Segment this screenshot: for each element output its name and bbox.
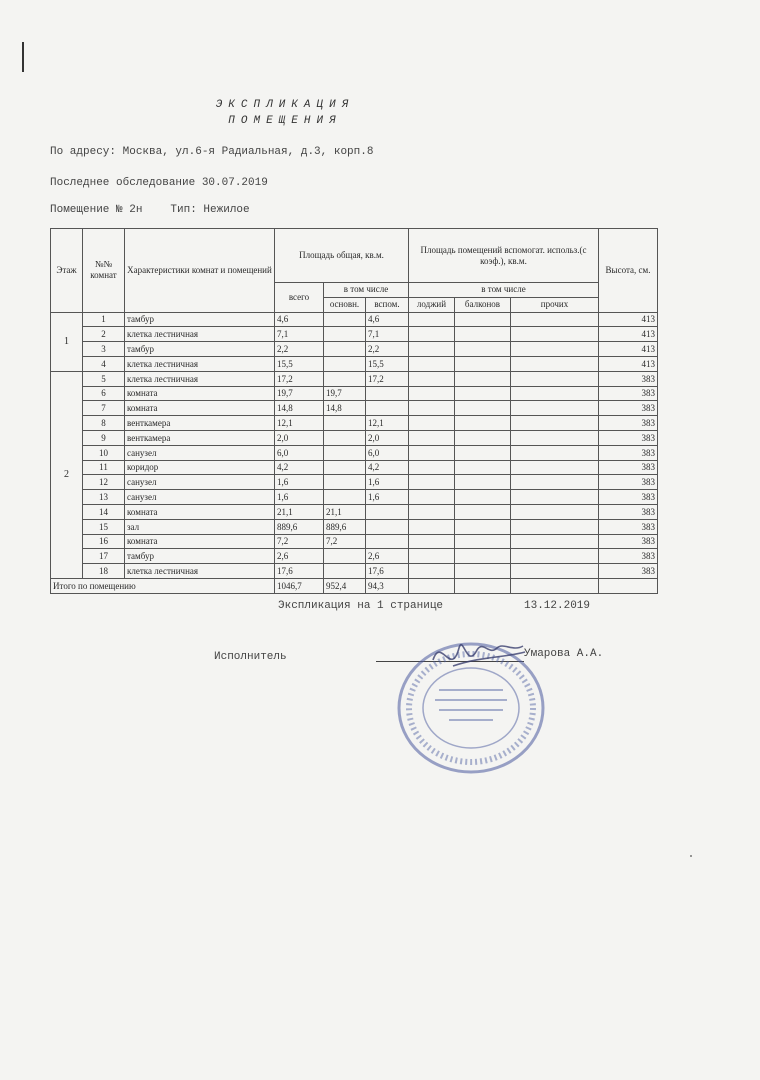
room-name-cell: клетка лестничная — [125, 371, 275, 386]
area-aux-cell: 6,0 — [366, 445, 409, 460]
other-cell — [511, 401, 599, 416]
totals-other — [511, 578, 599, 593]
premise-number: Помещение № 2н — [50, 204, 143, 216]
room-number-cell: 15 — [83, 519, 125, 534]
area-total-cell: 1,6 — [275, 490, 324, 505]
area-main-cell — [324, 475, 366, 490]
balconies-cell — [455, 371, 511, 386]
totals-aux: 94,3 — [366, 578, 409, 593]
other-cell — [511, 549, 599, 564]
loggia-cell — [409, 490, 455, 505]
stamp-outer-ring — [399, 644, 543, 772]
margin-mark — [22, 42, 24, 72]
area-total-cell: 2,0 — [275, 430, 324, 445]
table-row — [51, 504, 658, 519]
loggia-cell — [409, 401, 455, 416]
room-name-cell: тамбур — [125, 312, 275, 327]
room-number-cell: 13 — [83, 490, 125, 505]
room-name-cell: комната — [125, 401, 275, 416]
header-incl: в том числе — [324, 283, 409, 298]
table-row — [51, 534, 658, 549]
other-cell — [511, 475, 599, 490]
height-cell: 383 — [599, 401, 658, 416]
area-total-cell: 4,2 — [275, 460, 324, 475]
area-aux-cell: 17,6 — [366, 564, 409, 579]
header-area-aux: Площадь помещений вспомогат. использ.(с коэф.), кв.м. — [409, 229, 599, 283]
area-total-cell: 6,0 — [275, 445, 324, 460]
issue-date: 13.12.2019 — [524, 600, 591, 612]
inspection-line: Последнее обследование 30.07.2019 — [50, 177, 268, 189]
area-total-cell: 2,6 — [275, 549, 324, 564]
header-area-total: Площадь общая, кв.м. — [275, 229, 409, 283]
room-name-cell: клетка лестничная — [125, 356, 275, 371]
height-cell: 383 — [599, 549, 658, 564]
other-cell — [511, 386, 599, 401]
area-total-cell: 2,2 — [275, 342, 324, 357]
height-cell: 383 — [599, 460, 658, 475]
other-cell — [511, 416, 599, 431]
balconies-cell — [455, 312, 511, 327]
room-number-cell: 18 — [83, 564, 125, 579]
loggia-cell — [409, 356, 455, 371]
area-aux-cell: 2,0 — [366, 430, 409, 445]
header-loggia: лоджий — [409, 297, 455, 312]
area-aux-cell: 15,5 — [366, 356, 409, 371]
loggia-cell — [409, 564, 455, 579]
height-cell: 383 — [599, 519, 658, 534]
header-room-no: №№ комнат — [83, 229, 125, 313]
area-total-cell: 889,6 — [275, 519, 324, 534]
height-cell: 413 — [599, 327, 658, 342]
balconies-cell — [455, 356, 511, 371]
address-line: По адресу: Москва, ул.6-я Радиальная, д.3, корп.8 — [50, 146, 374, 158]
height-cell: 413 — [599, 342, 658, 357]
area-main-cell — [324, 416, 366, 431]
area-total-cell: 15,5 — [275, 356, 324, 371]
room-number-cell: 6 — [83, 386, 125, 401]
table-row — [51, 401, 658, 416]
table-row — [51, 475, 658, 490]
header-main: основн. — [324, 297, 366, 312]
area-aux-cell: 2,6 — [366, 549, 409, 564]
table-row — [51, 430, 658, 445]
area-aux-cell: 12,1 — [366, 416, 409, 431]
room-name-cell: тамбур — [125, 342, 275, 357]
table-row — [51, 564, 658, 579]
room-name-cell: санузел — [125, 490, 275, 505]
table-row — [51, 371, 658, 386]
stamp-text-ring — [409, 654, 533, 762]
loggia-cell — [409, 371, 455, 386]
area-aux-cell: 4,2 — [366, 460, 409, 475]
table-row — [51, 460, 658, 475]
height-cell: 383 — [599, 504, 658, 519]
room-number-cell: 7 — [83, 401, 125, 416]
loggia-cell — [409, 519, 455, 534]
table-body — [51, 312, 658, 578]
table-row — [51, 356, 658, 371]
balconies-cell — [455, 445, 511, 460]
speck — [690, 855, 692, 857]
height-cell: 383 — [599, 564, 658, 579]
height-cell: 413 — [599, 356, 658, 371]
area-aux-cell — [366, 534, 409, 549]
header-incl-aux: в том числе — [409, 283, 599, 298]
area-total-cell: 17,2 — [275, 371, 324, 386]
other-cell — [511, 534, 599, 549]
room-name-cell: санузел — [125, 475, 275, 490]
premise-type: Тип: Нежилое — [170, 204, 250, 216]
header-total: всего — [275, 283, 324, 313]
area-total-cell: 19,7 — [275, 386, 324, 401]
height-cell: 383 — [599, 430, 658, 445]
area-main-cell: 14,8 — [324, 401, 366, 416]
room-name-cell: санузел — [125, 445, 275, 460]
area-main-cell — [324, 342, 366, 357]
totals-total: 1046,7 — [275, 578, 324, 593]
table-row — [51, 342, 658, 357]
table-row — [51, 445, 658, 460]
loggia-cell — [409, 460, 455, 475]
other-cell — [511, 342, 599, 357]
room-number-cell: 17 — [83, 549, 125, 564]
area-total-cell: 7,2 — [275, 534, 324, 549]
pages-note: Экспликация на 1 странице — [278, 600, 444, 612]
room-number-cell: 8 — [83, 416, 125, 431]
other-cell — [511, 356, 599, 371]
header-floor: Этаж — [51, 229, 83, 313]
height-cell: 383 — [599, 386, 658, 401]
area-aux-cell — [366, 386, 409, 401]
balconies-cell — [455, 342, 511, 357]
totals-main: 952,4 — [324, 578, 366, 593]
executor-label: Исполнитель — [214, 651, 287, 663]
floor-cell: 2 — [51, 371, 83, 578]
area-total-cell: 14,8 — [275, 401, 324, 416]
balconies-cell — [455, 504, 511, 519]
signer-name: Умарова А.А. — [524, 648, 604, 660]
other-cell — [511, 519, 599, 534]
totals-row — [51, 578, 658, 593]
header-height: Высота, см. — [599, 229, 658, 313]
balconies-cell — [455, 564, 511, 579]
room-name-cell: комната — [125, 534, 275, 549]
header-auxiliary: вспом. — [366, 297, 409, 312]
other-cell — [511, 371, 599, 386]
header-balconies: балконов — [455, 297, 511, 312]
area-aux-cell: 1,6 — [366, 475, 409, 490]
area-main-cell — [324, 549, 366, 564]
totals-height — [599, 578, 658, 593]
area-total-cell: 17,6 — [275, 564, 324, 579]
balconies-cell — [455, 430, 511, 445]
balconies-cell — [455, 460, 511, 475]
room-number-cell: 5 — [83, 371, 125, 386]
area-total-cell: 21,1 — [275, 504, 324, 519]
other-cell — [511, 504, 599, 519]
room-number-cell: 9 — [83, 430, 125, 445]
header-characteristics: Характеристики комнат и помещений — [125, 229, 275, 313]
room-number-cell: 12 — [83, 475, 125, 490]
loggia-cell — [409, 327, 455, 342]
document-subtitle: ПОМЕЩЕНИЯ — [228, 115, 342, 127]
balconies-cell — [455, 534, 511, 549]
other-cell — [511, 327, 599, 342]
other-cell — [511, 564, 599, 579]
height-cell: 383 — [599, 490, 658, 505]
room-name-cell: зал — [125, 519, 275, 534]
stamp-inner-ring — [423, 668, 519, 748]
room-number-cell: 16 — [83, 534, 125, 549]
other-cell — [511, 430, 599, 445]
height-cell: 383 — [599, 416, 658, 431]
height-cell: 413 — [599, 312, 658, 327]
area-main-cell: 7,2 — [324, 534, 366, 549]
room-number-cell: 10 — [83, 445, 125, 460]
loggia-cell — [409, 549, 455, 564]
explication-table — [50, 228, 658, 594]
table-row — [51, 312, 658, 327]
area-aux-cell — [366, 504, 409, 519]
area-aux-cell: 17,2 — [366, 371, 409, 386]
area-main-cell — [324, 460, 366, 475]
area-total-cell: 12,1 — [275, 416, 324, 431]
table-row — [51, 519, 658, 534]
balconies-cell — [455, 549, 511, 564]
area-aux-cell: 1,6 — [366, 490, 409, 505]
balconies-cell — [455, 416, 511, 431]
area-aux-cell: 2,2 — [366, 342, 409, 357]
balconies-cell — [455, 386, 511, 401]
area-main-cell — [324, 356, 366, 371]
area-main-cell — [324, 312, 366, 327]
stamp-center-lines — [435, 690, 507, 720]
height-cell: 383 — [599, 534, 658, 549]
totals-label: Итого по помещению — [51, 578, 275, 593]
document-title: ЭКСПЛИКАЦИЯ — [215, 99, 355, 111]
area-main-cell — [324, 490, 366, 505]
balconies-cell — [455, 490, 511, 505]
area-main-cell: 19,7 — [324, 386, 366, 401]
room-number-cell: 4 — [83, 356, 125, 371]
area-main-cell: 21,1 — [324, 504, 366, 519]
floor-cell: 1 — [51, 312, 83, 371]
table-row — [51, 490, 658, 505]
room-number-cell: 1 — [83, 312, 125, 327]
other-cell — [511, 460, 599, 475]
area-total-cell: 7,1 — [275, 327, 324, 342]
area-aux-cell: 7,1 — [366, 327, 409, 342]
area-aux-cell — [366, 519, 409, 534]
area-main-cell — [324, 445, 366, 460]
room-name-cell: клетка лестничная — [125, 327, 275, 342]
area-main-cell — [324, 564, 366, 579]
loggia-cell — [409, 445, 455, 460]
height-cell: 383 — [599, 371, 658, 386]
area-main-cell — [324, 371, 366, 386]
room-number-cell: 14 — [83, 504, 125, 519]
other-cell — [511, 312, 599, 327]
area-total-cell: 4,6 — [275, 312, 324, 327]
room-name-cell: коридор — [125, 460, 275, 475]
loggia-cell — [409, 475, 455, 490]
table-row — [51, 549, 658, 564]
table-row — [51, 386, 658, 401]
premise-line — [50, 204, 278, 216]
area-main-cell — [324, 430, 366, 445]
room-name-cell: комната — [125, 386, 275, 401]
balconies-cell — [455, 519, 511, 534]
totals-loggia — [409, 578, 455, 593]
height-cell: 383 — [599, 475, 658, 490]
room-name-cell: венткамера — [125, 430, 275, 445]
loggia-cell — [409, 312, 455, 327]
room-name-cell: клетка лестничная — [125, 564, 275, 579]
room-number-cell: 11 — [83, 460, 125, 475]
loggia-cell — [409, 342, 455, 357]
loggia-cell — [409, 386, 455, 401]
balconies-cell — [455, 401, 511, 416]
area-total-cell: 1,6 — [275, 475, 324, 490]
height-cell: 383 — [599, 445, 658, 460]
table-header — [51, 229, 658, 313]
area-main-cell — [324, 327, 366, 342]
loggia-cell — [409, 534, 455, 549]
header-other: прочих — [511, 297, 599, 312]
room-number-cell: 3 — [83, 342, 125, 357]
room-name-cell: комната — [125, 504, 275, 519]
room-name-cell: венткамера — [125, 416, 275, 431]
area-aux-cell: 4,6 — [366, 312, 409, 327]
area-main-cell: 889,6 — [324, 519, 366, 534]
other-cell — [511, 445, 599, 460]
loggia-cell — [409, 416, 455, 431]
room-number-cell: 2 — [83, 327, 125, 342]
area-aux-cell — [366, 401, 409, 416]
balconies-cell — [455, 475, 511, 490]
table-row — [51, 416, 658, 431]
loggia-cell — [409, 504, 455, 519]
room-name-cell: тамбур — [125, 549, 275, 564]
loggia-cell — [409, 430, 455, 445]
other-cell — [511, 490, 599, 505]
official-stamp — [393, 626, 553, 776]
table-row — [51, 327, 658, 342]
totals-balconies — [455, 578, 511, 593]
balconies-cell — [455, 327, 511, 342]
